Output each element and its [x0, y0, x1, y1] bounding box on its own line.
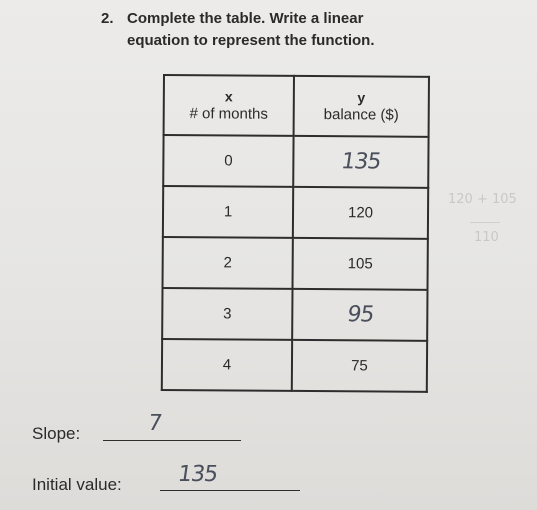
x-cell: 3: [162, 288, 292, 340]
handwritten-answer: 135: [339, 149, 383, 175]
x-header-cell: [164, 75, 294, 136]
x-cell: 4: [162, 339, 292, 391]
y-cell: 120: [293, 187, 428, 239]
slope-label: Slope:: [32, 424, 81, 443]
question-text-line-2: equation to represent the function.: [127, 32, 375, 49]
x-variable-label: x: [224, 88, 233, 105]
initial-value-handwritten-answer: 135: [176, 462, 219, 487]
table-header-row: [164, 75, 429, 137]
table-row: [163, 237, 428, 290]
slope-answer-blank[interactable]: [103, 440, 241, 441]
table-row: [162, 288, 427, 341]
table-row: [162, 339, 427, 392]
y-cell: 75: [292, 340, 427, 392]
initial-value-answer-blank[interactable]: [160, 490, 300, 491]
x-cell: 2: [163, 237, 293, 289]
x-description-label: # of months: [189, 105, 268, 123]
faint-bleed-through-text: 120 + 105: [448, 192, 517, 207]
faint-fraction-bar: [470, 222, 500, 223]
x-cell: 1: [163, 186, 293, 238]
function-table: [161, 74, 430, 393]
y-cell-handwritten[interactable]: [293, 136, 428, 188]
initial-value-label: Initial value:: [32, 475, 122, 494]
slope-handwritten-answer: 7: [146, 411, 163, 436]
table-row: [163, 186, 428, 239]
x-cell: 0: [163, 135, 293, 187]
y-cell-handwritten[interactable]: [292, 289, 427, 341]
y-cell: 105: [293, 238, 428, 290]
handwritten-answer: 95: [344, 302, 375, 328]
y-description-label: balance ($): [323, 106, 399, 124]
faint-bleed-through-text: 110: [474, 230, 499, 245]
y-variable-label: y: [357, 89, 366, 106]
y-header-cell: [294, 76, 429, 137]
table-row: [163, 135, 428, 188]
question-number: 2.: [101, 10, 114, 27]
question-text-line-1: Complete the table. Write a linear: [127, 10, 364, 27]
